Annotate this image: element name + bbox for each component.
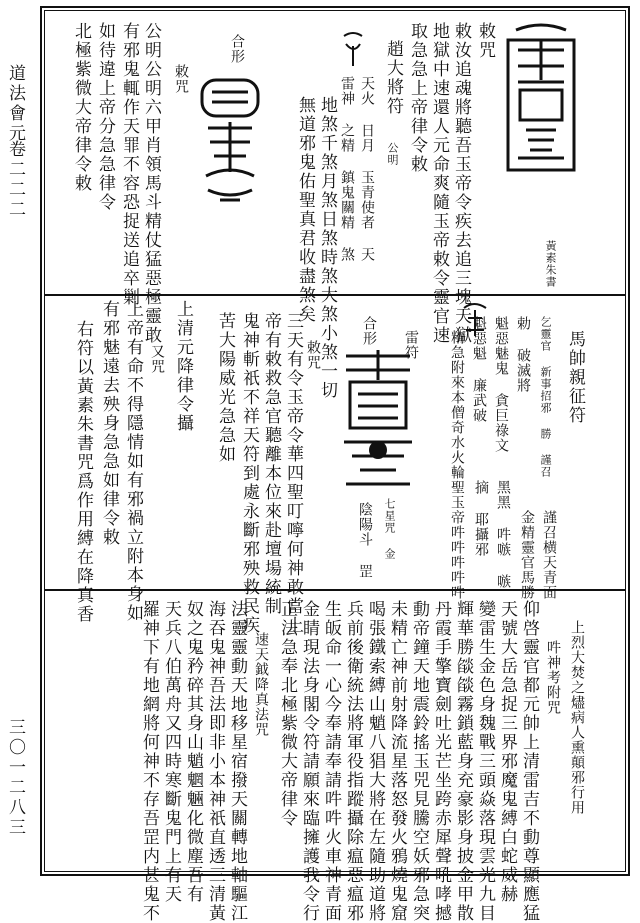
text-column: 法靈靈動天地移星宿撥天關轉地軸驅江: [227, 600, 247, 923]
text-column: 謹召横天青面: [541, 510, 557, 600]
text-column: 三天有令玉帝令華四聖叮嚀何神敢當上: [283, 312, 303, 635]
text-column: 羅神下有地網將何神不存吾罡内甚鬼不: [139, 600, 159, 923]
text-column: 有邪魅遠去殃身急急如律令敕: [99, 300, 119, 547]
text-column: 有邪鬼輒作天罪不容恐捉送追卒剿: [119, 22, 139, 307]
text-column: 魁惡魁 廉武破: [471, 316, 487, 423]
text-column: 喝張鐵索縛山魈八猖大將在左隨助道將: [365, 600, 385, 923]
seal-glyph: [340, 30, 366, 70]
text-column: 摘 耶攝邪: [473, 480, 489, 557]
volume-label: 卷二二二: [5, 140, 25, 220]
chant-label: 敕咒: [173, 64, 189, 94]
talisman-combined-middle: [332, 346, 424, 490]
text-column: 未精亡神前射降流星落怒發火鴉燒鬼窟: [387, 600, 407, 923]
combined-form-label: 合形: [229, 34, 245, 64]
text-column: 變雷生金色身魏戰三頭焱落現雲光九目: [475, 600, 495, 923]
thunder-talisman-label: 雷符: [403, 330, 419, 360]
yin-yang-label: 陰陽斗 罡: [357, 502, 373, 579]
text-column: 精急附來本僧奇水火輪聖玉帝吽吽吽吽吽: [449, 330, 465, 600]
text-column: 勅 破滅將: [515, 316, 531, 393]
text-column: 吽神考附咒: [545, 640, 561, 715]
combined-form-label: 合形: [361, 316, 377, 346]
text-column: 右符以黃素朱書咒爲作用縛在降真香: [73, 320, 93, 624]
text-column: 苦大陽威光急急如: [215, 312, 235, 464]
text-column: 金睛現法身閣令符請願來臨擁護我令行: [299, 600, 319, 923]
chant-label: 又咒: [149, 344, 165, 374]
text-column: 生皈命一心今奉請奉請吽吽火車神青面: [321, 600, 341, 923]
text-column: 取急急上帝律令敕: [407, 22, 427, 174]
text-column: 天兵八伯萬舟又四時寒斷鬼門上有天: [161, 600, 181, 904]
text-column: 無道邪鬼佑聖真君收盡煞矣: [295, 96, 315, 324]
text-column: 上烈大焚之燼病人熏顛邪行用: [569, 620, 585, 815]
page-number: 三〇一二八三: [5, 718, 25, 838]
text-column: 丹霞手擎寶劍吐光芒坐跨赤犀聲吼哮撼: [431, 600, 451, 923]
chant-title: 速天鉞降真法咒: [253, 632, 269, 737]
text-column: 仰啓靈官都元帥上清雷吉不動尊顯應猛: [519, 600, 539, 923]
note-small: 公明: [386, 142, 399, 166]
text-column: 正法急奉北極紫微大帝律令: [277, 600, 297, 828]
text-column: 趙大將符: [383, 40, 403, 116]
text-column: 北極紫微大帝律令敕: [71, 22, 91, 193]
talisman-caption: 黃素朱書: [544, 240, 557, 288]
text-column: 天火 日月 玉青使者 天: [359, 76, 375, 262]
text-column: 地煞千煞月煞日煞時煞大煞小煞一切: [317, 96, 337, 400]
seven-star-chant: 七星咒 金: [383, 498, 396, 560]
book-title: 道法會元: [5, 64, 25, 144]
text-column: 金精靈官馬勝: [519, 510, 535, 600]
text-column: 天號大岳急捉三界邪魔鬼縛白蛇威赫: [497, 600, 517, 904]
text-column: 如待違上帝分急急律令: [95, 22, 115, 212]
text-column: 上帝有命不得隱情如有邪禍立附本身如: [123, 300, 143, 623]
talisman-top: [498, 20, 584, 180]
text-column: 公明公明六甲肖領馬斗精仗猛惡極靈敢: [141, 22, 161, 345]
text-column: 鬼神斬祇不祥天符到處永斷邪殃救民疾: [239, 312, 259, 635]
text-column: 輝華勝燄燄霧鎖藍身充豪影身披金甲散: [453, 600, 473, 923]
text-column: 動帝鐘天地震鈴搖玉兕見騰空妖邪急突: [409, 600, 429, 923]
talisman-combined: [190, 72, 270, 212]
text-column: 敕汝追魂將聽吾玉帝令疾去追三塊天獄: [451, 22, 471, 345]
chant-label: 敕咒: [305, 340, 321, 370]
text-column: 帝有敕救急官聽離本位來赴壇場統制: [261, 312, 281, 616]
text-column: 海吞鬼神吾法即非小本神祇直透三清黃: [205, 600, 225, 923]
text-column: 奴之鬼矜碎其身山魈魍魎化微塵吾有: [183, 600, 203, 904]
text-column: 乞靈官 新事招邪 勝 謹召: [539, 316, 552, 478]
text-column: 敕咒: [475, 22, 495, 60]
talisman-title: 馬帥親征符: [565, 330, 585, 425]
text-column: 雷神 之精 鎮鬼關精 煞: [339, 76, 355, 262]
text-column: 黑黑 吽嗾 嗾: [495, 480, 511, 589]
text-column: 地獄中速還人元命爽隨玉帝敕令靈官速: [429, 22, 449, 345]
text-column: 魁惡魅鬼 貪巨祿文: [493, 316, 509, 453]
text-column: 上清元降律令攝: [173, 300, 193, 433]
text-column: 兵前後衛統法將軍役指蹤攝除瘟惡瘟邪: [343, 600, 363, 923]
